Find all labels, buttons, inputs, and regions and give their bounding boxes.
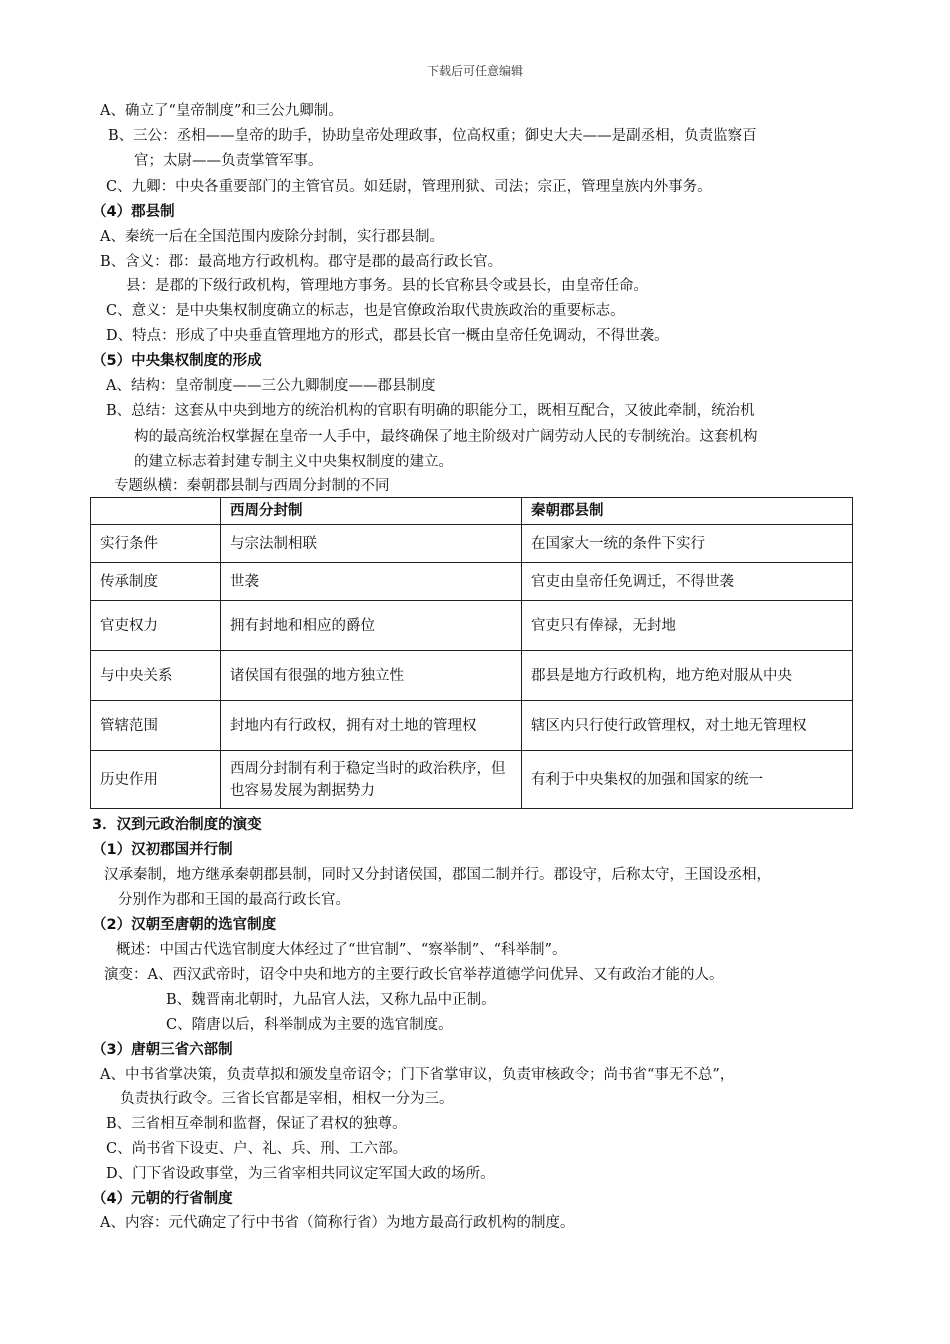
text-line: B、三省相互牵制和监督，保证了君权的独尊。 — [106, 1116, 407, 1132]
table-row — [91, 651, 853, 701]
text-line: C、尚书省下设吏、户、礼、兵、刑、工六部。 — [106, 1141, 408, 1157]
table-row — [91, 751, 853, 809]
text-line: A、内容：元代确定了行中书省（简称行省）为地方最高行政机构的制度。 — [100, 1215, 575, 1231]
table-header-row — [91, 498, 853, 525]
text-line: A、确立了“皇帝制度”和三公九卿制。 — [100, 103, 343, 119]
table-header-cell: 西周分封制 — [221, 498, 522, 525]
text-line: C、隋唐以后，科举制成为主要的选官制度。 — [166, 1017, 453, 1033]
table-row-label: 管辖范围 — [91, 701, 221, 751]
table-cell: 官吏只有俸禄，无封地 — [522, 601, 853, 651]
text-line: A、中书省掌决策，负责草拟和颁发皇帝诏令；门下省掌审议，负责审核政令；尚书省“事无不总”， — [100, 1067, 735, 1083]
table-row-label: 历史作用 — [91, 751, 221, 809]
text-line: 官；太尉——负责掌管军事。 — [134, 153, 323, 169]
table-cell: 与宗法制相联 — [221, 525, 522, 563]
text-line: B、总结：这套从中央到地方的统治机构的官职有明确的职能分工，既相互配合，又彼此牵制，统治机 — [106, 403, 755, 419]
text-line: B、含义：郡：最高地方行政机构。郡守是郡的最高行政长官。 — [100, 254, 503, 270]
table-header-cell — [91, 498, 221, 525]
text-line: 汉承秦制，地方继承秦朝郡县制，同时又分封诸侯国，郡国二制并行。郡设守，后称太守，王国设丞相， — [104, 867, 771, 883]
text-line: A、秦统一后在全国范围内废除分封制，实行郡县制。 — [100, 229, 444, 245]
table-cell: 郡县是地方行政机构，地方绝对服从中央 — [522, 651, 853, 701]
text-line: A、结构：皇帝制度——三公九卿制度——郡县制度 — [106, 378, 436, 394]
table-caption: 专题纵横：秦朝郡县制与西周分封制的不同 — [114, 478, 390, 494]
table-cell: 诸侯国有很强的地方独立性 — [221, 651, 522, 701]
table-row — [91, 601, 853, 651]
table-cell: 辖区内只行使行政管理权，对土地无管理权 — [522, 701, 853, 751]
table-row-label: 官吏权力 — [91, 601, 221, 651]
text-line: C、九卿：中央各重要部门的主管官员。如廷尉，管理刑狱、司法；宗正，管理皇族内外事务。 — [106, 179, 712, 195]
table-row — [91, 563, 853, 601]
table-cell: 官吏由皇帝任免调迁，不得世袭 — [522, 563, 853, 601]
text-line: B、魏晋南北朝时，九品官人法，又称九品中正制。 — [166, 992, 496, 1008]
text-line: 的建立标志着封建专制主义中央集权制度的建立。 — [134, 454, 453, 470]
page-header-note: 下载后可任意编辑 — [426, 64, 523, 78]
section-heading: （1）汉初郡国并行制 — [92, 842, 233, 858]
text-line: D、特点：形成了中央垂直管理地方的形式，郡县长官一概由皇帝任免调动，不得世袭。 — [106, 328, 669, 344]
table-cell: 世袭 — [221, 563, 522, 601]
table-cell: 西周分封制有利于稳定当时的政治秩序，但也容易发展为割据势力 — [221, 751, 522, 809]
text-line: 演变：A、西汉武帝时，诏令中央和地方的主要行政长官举荐道德学问优异、又有政治才能的人。 — [104, 967, 724, 983]
section-heading: （3）唐朝三省六部制 — [92, 1042, 233, 1058]
section-heading: （4）郡县制 — [92, 204, 175, 220]
table-cell: 拥有封地和相应的爵位 — [221, 601, 522, 651]
table-row-label: 与中央关系 — [91, 651, 221, 701]
text-line: D、门下省设政事堂，为三省宰相共同议定军国大政的场所。 — [106, 1166, 495, 1182]
text-line: C、意义：是中央集权制度确立的标志，也是官僚政治取代贵族政治的重要标志。 — [106, 303, 625, 319]
text-line: 概述：中国古代选官制度大体经过了“世官制”、“察举制”、“科举制”。 — [116, 942, 567, 958]
section-heading: （2）汉朝至唐朝的选官制度 — [92, 917, 277, 933]
table-header-cell: 秦朝郡县制 — [522, 498, 853, 525]
text-line: 负责执行政令。三省长官都是宰相，相权一分为三。 — [120, 1091, 454, 1107]
table-cell: 在国家大一统的条件下实行 — [522, 525, 853, 563]
text-line: 分别作为郡和王国的最高行政长官。 — [118, 892, 350, 908]
section-heading: 3．汉到元政治制度的演变 — [92, 817, 262, 833]
table-cell: 封地内有行政权，拥有对土地的管理权 — [221, 701, 522, 751]
text-line: 县：是郡的下级行政机构，管理地方事务。县的长官称县令或县长，由皇帝任命。 — [126, 278, 648, 294]
text-line: B、三公：丞相——皇帝的助手，协助皇帝处理政事，位高权重；御史大夫——是副丞相，负责监察百 — [108, 128, 757, 144]
table-row — [91, 525, 853, 563]
section-heading: （4）元朝的行省制度 — [92, 1191, 233, 1207]
table-row-label: 实行条件 — [91, 525, 221, 563]
text-line: 构的最高统治权掌握在皇帝一人手中，最终确保了地主阶级对广阔劳动人民的专制统治。这套机构 — [134, 429, 758, 445]
table-row-label: 传承制度 — [91, 563, 221, 601]
comparison-table — [90, 497, 853, 809]
section-heading: （5）中央集权制度的形成 — [92, 353, 262, 369]
table-row — [91, 701, 853, 751]
table-cell: 有利于中央集权的加强和国家的统一 — [522, 751, 853, 809]
